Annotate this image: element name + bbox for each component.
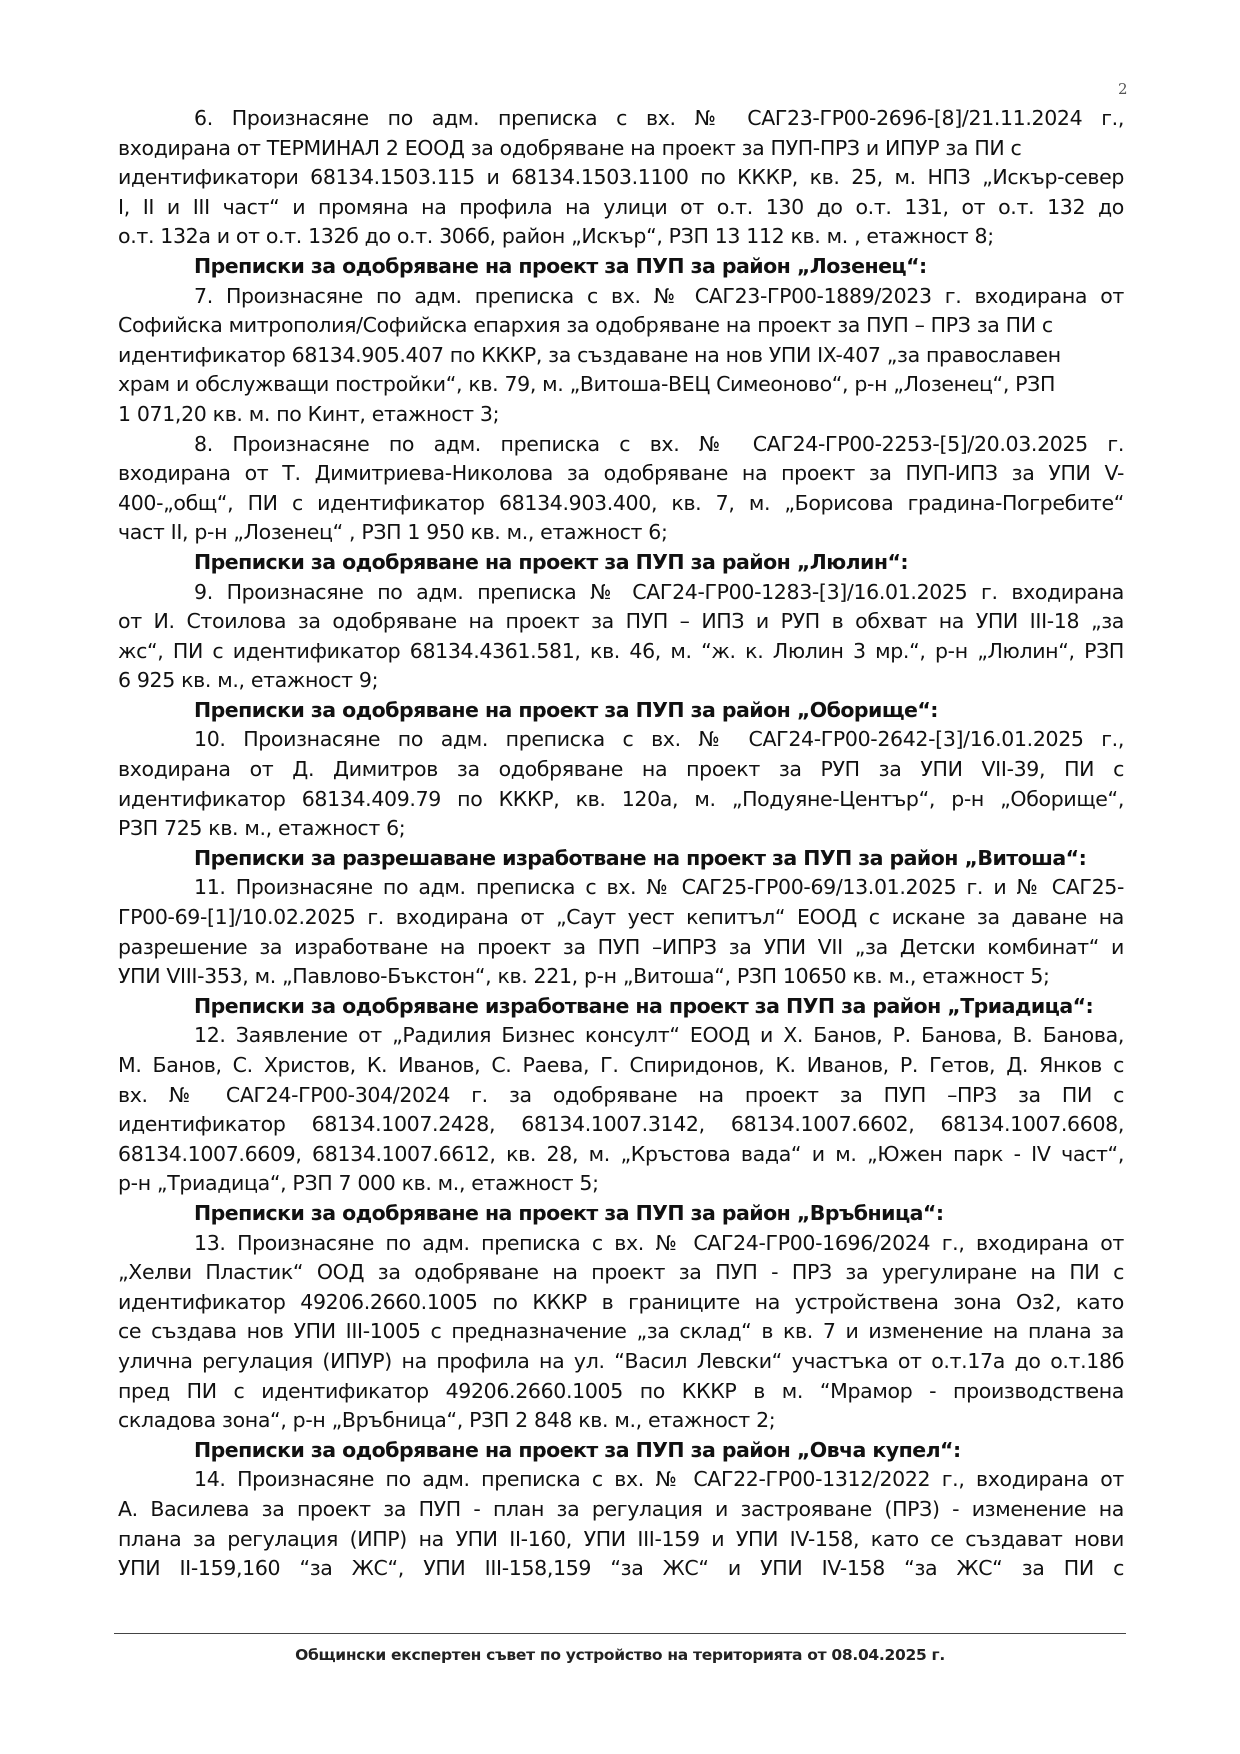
text-line: 6 925 кв. м., етажност 9; <box>118 668 379 693</box>
text-line: храм и обслужващи постройки“, кв. 79, м. „Витоша-ВЕЦ Симеоново“, р-н „Лозенец“, РЗП <box>118 372 1056 397</box>
text-line: р-н „Триадица“, РЗП 7 000 кв. м., етажност 5; <box>118 1171 599 1196</box>
page-number: 2 <box>1118 80 1128 98</box>
text-line: 68134.1007.6609, 68134.1007.6612, кв. 28, м. „Кръстова вада“ и м. „Южен парк - IV част“, <box>118 1141 1124 1166</box>
section-heading: Преписки за одобряване на проект за ПУП за район „Овча купел“: <box>194 1437 961 1462</box>
text-line: 400-„общ“, ПИ с идентификатор 68134.903.400, кв. 7, м. „Борисова градина-Погребите“ <box>118 490 1124 515</box>
text-line: идентификатор 49206.2660.1005 по КККР в границите на устройствена зона Оз2, като <box>118 1289 1124 1314</box>
section-heading: Преписки за разрешаване изработване на проект за ПУП за район „Витоша“: <box>194 845 1087 870</box>
section-heading: Преписки за одобряване изработване на проект за ПУП за район „Триадица“: <box>194 993 1094 1018</box>
text-line: 7. Произнасяне по адм. преписка с вх. № САГ23-ГР00-1889/2023 г. входирана от <box>194 283 1124 308</box>
text-line: идентификатори 68134.1503.115 и 68134.1503.1100 по КККР, кв. 25, м. НПЗ „Искър-север <box>118 165 1124 190</box>
text-line: пред ПИ с идентификатор 49206.2660.1005 по КККР в м. “Мрамор - производствена <box>118 1378 1124 1403</box>
text-line: 1 071,20 кв. м. по Кинт, етажност 3; <box>118 401 500 426</box>
document-body <box>118 104 1124 1584</box>
text-line: разрешение за изработване на проект за ПУП –ИПРЗ за УПИ VII „за Детски комбинат“ и <box>118 934 1124 959</box>
text-line: улична регулация (ИПУР) на профила на ул. “Васил Левски“ участъка от о.т.17а до о.т.18б <box>118 1348 1124 1373</box>
text-line: о.т. 132а и от о.т. 132б до о.т. 306б, район „Искър“, РЗП 13 112 кв. м. , етажност 8; <box>118 224 994 249</box>
text-line: „Хелви Пластик“ ООД за одобряване на проект за ПУП - ПРЗ за урегулиране на ПИ с <box>118 1260 1124 1285</box>
text-line: 14. Произнасяне по адм. преписка с вх. № САГ22-ГР00-1312/2022 г., входирана от <box>194 1467 1124 1492</box>
page-footer: Общински експертен съвет по устройство на територията от 08.04.2025 г. <box>295 1646 945 1664</box>
text-line: ГР00-69-[1]/10.02.2025 г. входирана от „Саут уест кепитъл“ ЕООД с искане за даване на <box>118 905 1124 930</box>
section-heading: Преписки за одобряване на проект за ПУП за район „Люлин“: <box>194 549 909 574</box>
text-line: се създава нов УПИ III-1005 с предназначение „за склад“ в кв. 7 и изменение на плана за <box>118 1319 1124 1344</box>
text-line: жс“, ПИ с идентификатор 68134.4361.581, кв. 46, м. “ж. к. Люлин 3 мр.“, р-н „Люлин“, РЗП <box>118 638 1124 663</box>
text-line: 8. Произнасяне по адм. преписка с вх. № САГ24-ГР00-2253-[5]/20.03.2025 г. <box>194 431 1124 456</box>
text-line: входирана от ТЕРМИНАЛ 2 ЕООД за одобряване на проект за ПУП-ПРЗ и ИПУР за ПИ с <box>118 135 1022 160</box>
text-line: 9. Произнасяне по адм. преписка № САГ24-ГР00-1283-[3]/16.01.2025 г. входирана <box>194 579 1124 604</box>
text-line: идентификатор 68134.409.79 по КККР, кв. 120а, м. „Подуяне-Център“, р-н „Оборище“, <box>118 786 1124 811</box>
section-heading: Преписки за одобряване на проект за ПУП за район „Връбница“: <box>194 1200 944 1225</box>
text-line: УПИ VIII-353, м. „Павлово-Бъкстон“, кв. 221, р-н „Витоша“, РЗП 10650 кв. м., етажност 5; <box>118 964 1050 989</box>
text-line: Софийска митрополия/Софийска епархия за одобряване на проект за ПУП – ПРЗ за ПИ с <box>118 313 1053 338</box>
text-line: М. Банов, С. Христов, К. Иванов, С. Раева, Г. Спиридонов, К. Иванов, Р. Гетов, Д. Янков с <box>118 1053 1124 1077</box>
text-line: УПИ II-159,160 “за ЖС“, УПИ III-158,159 “за ЖС“ и УПИ IV-158 “за ЖС“ за ПИ с <box>118 1556 1124 1581</box>
section-heading: Преписки за одобряване на проект за ПУП за район „Лозенец“: <box>194 253 927 278</box>
text-line: част II, р-н „Лозенец“ , РЗП 1 950 кв. м., етажност 6; <box>118 520 668 545</box>
text-line: входирана от Т. Димитриева-Николова за одобряване на проект за ПУП-ИПЗ за УПИ V- <box>118 461 1124 486</box>
text-line: идентификатор 68134.905.407 по КККР, за създаване на нов УПИ IX-407 „за православен <box>118 342 1061 367</box>
footer-divider <box>114 1633 1126 1634</box>
text-line: I, II и III част“ и промяна на профила на улици от о.т. 130 до о.т. 131, от о.т. 132 до <box>118 194 1124 219</box>
text-line: 12. Заявление от „Радилия Бизнес консулт“ ЕООД и Х. Банов, Р. Банова, В. Банова, <box>194 1023 1124 1048</box>
text-line: 13. Произнасяне по адм. преписка с вх. № САГ24-ГР00-1696/2024 г., входирана от <box>194 1230 1124 1255</box>
text-line: 11. Произнасяне по адм. преписка с вх. № САГ25-ГР00-69/13.01.2025 г. и № САГ25- <box>194 875 1124 900</box>
text-line: 10. Произнасяне по адм. преписка с вх. № САГ24-ГР00-2642-[3]/16.01.2025 г., <box>194 727 1124 752</box>
text-line: 6. Произнасяне по адм. преписка с вх. № САГ23-ГР00-2696-[8]/21.11.2024 г., <box>194 106 1124 130</box>
text-line: от И. Стоилова за одобряване на проект за ПУП – ИПЗ и РУП в обхват на УПИ III-18 „за <box>118 609 1124 634</box>
text-line: вх. № САГ24-ГР00-304/2024 г. за одобряване на проект за ПУП –ПРЗ за ПИ с <box>118 1082 1124 1107</box>
text-line: идентификатор 68134.1007.2428, 68134.1007.3142, 68134.1007.6602, 68134.1007.6608, <box>118 1112 1124 1137</box>
text-line: плана за регулация (ИПР) на УПИ II-160, УПИ III-159 и УПИ IV-158, като се създават нови <box>118 1526 1124 1551</box>
text-line: А. Василева за проект за ПУП - план за регулация и застрояване (ПРЗ) - изменение на <box>118 1496 1124 1521</box>
text-line: входирана от Д. Димитров за одобряване на проект за РУП за УПИ VII-39, ПИ с <box>118 757 1124 782</box>
text-line: складова зона“, р-н „Връбница“, РЗП 2 848 кв. м., етажност 2; <box>118 1408 776 1433</box>
section-heading: Преписки за одобряване на проект за ПУП за район „Оборище“: <box>194 697 938 722</box>
text-line: РЗП 725 кв. м., етажност 6; <box>118 816 406 841</box>
